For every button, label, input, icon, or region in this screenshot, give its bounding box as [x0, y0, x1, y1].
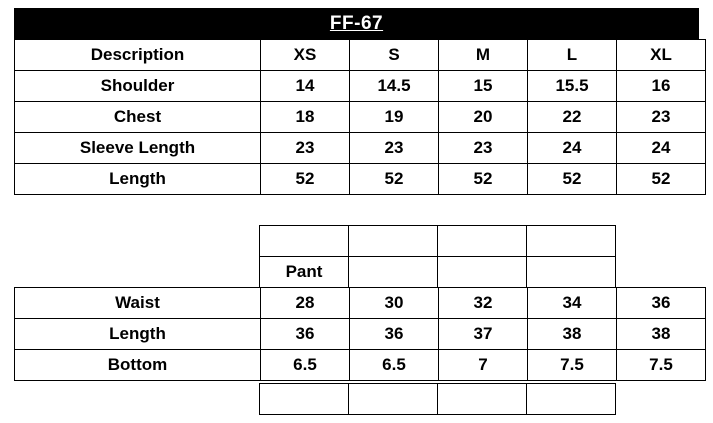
trailing-empty-band: [14, 383, 704, 415]
spacer-cell: [260, 384, 349, 415]
row-label-chest: Chest: [15, 102, 261, 133]
row-label-waist: Waist: [15, 288, 261, 319]
column-header-s: S: [350, 40, 439, 71]
spacer-cell: [527, 226, 616, 257]
document-title-banner: [14, 8, 699, 39]
spacer-row: [14, 384, 704, 415]
cell-pant-length-xs: 36: [261, 319, 350, 350]
column-header-l: L: [528, 40, 617, 71]
cell-shoulder-s: 14.5: [350, 71, 439, 102]
cell-bottom-l: 7.5: [528, 350, 617, 381]
cell-waist-m: 32: [439, 288, 528, 319]
cell-bottom-s: 6.5: [350, 350, 439, 381]
cell-shoulder-xs: 14: [261, 71, 350, 102]
row-label-bottom: Bottom: [15, 350, 261, 381]
cell-bottom-xl: 7.5: [617, 350, 706, 381]
column-header-description: Description: [15, 40, 261, 71]
spacer-cell: [616, 257, 705, 288]
table-row: [15, 133, 706, 164]
cell-pant-length-s: 36: [350, 319, 439, 350]
spacer-cell: [349, 257, 438, 288]
cell-bottom-m: 7: [439, 350, 528, 381]
spacer-row: [14, 226, 704, 257]
cell-bottom-xs: 6.5: [261, 350, 350, 381]
table-row: [15, 164, 706, 195]
spacer-cell: [616, 226, 705, 257]
cell-sleeve-l: 24: [528, 133, 617, 164]
cell-length-xs: 52: [261, 164, 350, 195]
cell-waist-s: 30: [350, 288, 439, 319]
table-row: [15, 350, 706, 381]
table-row: [15, 288, 706, 319]
cell-chest-xl: 23: [617, 102, 706, 133]
spacer-cell: [438, 257, 527, 288]
cell-length-l: 52: [528, 164, 617, 195]
spacer-cell: [527, 384, 616, 415]
cell-sleeve-xs: 23: [261, 133, 350, 164]
section-title-row: [14, 257, 704, 288]
cell-waist-l: 34: [528, 288, 617, 319]
table-header-row: [15, 40, 706, 71]
spacer-cell: [349, 384, 438, 415]
shirt-measurements-table: [14, 39, 706, 195]
cell-shoulder-l: 15.5: [528, 71, 617, 102]
spacer-cell: [14, 257, 260, 288]
cell-shoulder-m: 15: [439, 71, 528, 102]
pant-measurements-table: [14, 287, 706, 381]
pant-section-title: Pant: [260, 257, 349, 288]
row-label-shoulder: Shoulder: [15, 71, 261, 102]
column-header-m: M: [439, 40, 528, 71]
cell-waist-xs: 28: [261, 288, 350, 319]
row-label-sleeve-length: Sleeve Length: [15, 133, 261, 164]
row-label-length: Length: [15, 164, 261, 195]
cell-length-xl: 52: [617, 164, 706, 195]
cell-pant-length-xl: 38: [617, 319, 706, 350]
cell-length-s: 52: [350, 164, 439, 195]
spacer-cell: [527, 257, 616, 288]
page-title: FF-67: [329, 12, 384, 34]
cell-chest-m: 20: [439, 102, 528, 133]
cell-sleeve-s: 23: [350, 133, 439, 164]
cell-pant-length-m: 37: [439, 319, 528, 350]
spacer-cell: [260, 226, 349, 257]
spacer-cell: [438, 226, 527, 257]
table-row: [15, 319, 706, 350]
cell-pant-length-l: 38: [528, 319, 617, 350]
spacer-cell: [616, 384, 705, 415]
cell-length-m: 52: [439, 164, 528, 195]
table-row: [15, 71, 706, 102]
column-header-xl: XL: [617, 40, 706, 71]
section-spacer-band: [14, 225, 704, 257]
cell-waist-xl: 36: [617, 288, 706, 319]
cell-sleeve-xl: 24: [617, 133, 706, 164]
cell-chest-s: 19: [350, 102, 439, 133]
column-header-xs: XS: [261, 40, 350, 71]
spacer-cell: [14, 384, 260, 415]
row-label-pant-length: Length: [15, 319, 261, 350]
cell-chest-xs: 18: [261, 102, 350, 133]
spacer-cell: [14, 226, 260, 257]
table-row: [15, 102, 706, 133]
cell-chest-l: 22: [528, 102, 617, 133]
spacer-cell: [438, 384, 527, 415]
pant-section-title-row: [14, 256, 704, 288]
spacer-cell: [349, 226, 438, 257]
cell-shoulder-xl: 16: [617, 71, 706, 102]
cell-sleeve-m: 23: [439, 133, 528, 164]
